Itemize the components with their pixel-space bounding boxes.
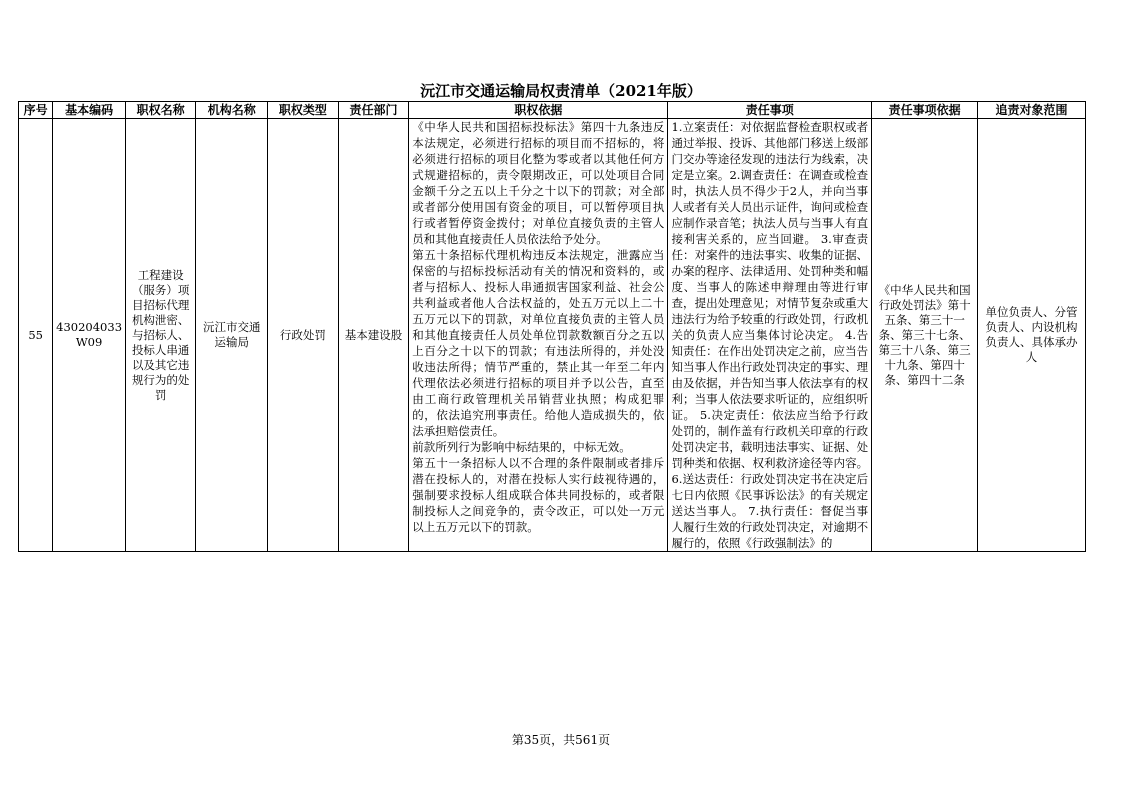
header-duty: 责任事项 xyxy=(668,102,872,119)
header-code: 基本编码 xyxy=(53,102,126,119)
cell-duty-basis: 《中华人民共和国行政处罚法》第十五条、第三十一条、第三十七条、第三十八条、第三十九条、第四十条、第四十二条 xyxy=(872,119,978,552)
table-row xyxy=(19,119,1086,552)
cell-power-name: 工程建设（服务）项目招标代理机构泄密、与招标人、投标人串通以及其它违规行为的处罚 xyxy=(125,119,196,552)
cell-agency: 沅江市交通运输局 xyxy=(196,119,268,552)
basis-paragraph: 第五十条招标代理机构违反本法规定，泄露应当保密的与招标投标活动有关的情况和资料的，或者与招标人、投标人串通损害国家利益、社会公共利益或者他人合法权益的，处五万元以上二十五万元以下的罚款，对单位直接负责的主管人员和其他直接责任人员处单位罚款数额百分之五以上百分之十以下的罚款；有违法所得的，并处没收违法所得；情节严重的，禁止其一年至二年内代理依法必须进行招标的项目并予以公告，直至由工商行政管理机关吊销营业执照；构成犯罪的，依法追究刑事责任。给他人造成损失的，依法承担赔偿责任。 xyxy=(412,248,665,438)
header-agency: 机构名称 xyxy=(196,102,268,119)
page-title: 沅江市交通运输局权责清单（2021年版） xyxy=(420,82,702,100)
cell-index: 55 xyxy=(19,119,53,552)
header-basis: 职权依据 xyxy=(409,102,668,119)
header-index: 序号 xyxy=(19,102,53,119)
basis-paragraph: 《中华人民共和国招标投标法》第四十九条违反本法规定，必须进行招标的项目而不招标的，将必须进行招标的项目化整为零或者以其他任何方式规避招标的，责令限期改正，可以处项目合同金额千分之五以上千分之十以下的罚款；对全部或者部分使用国有资金的项目，可以暂停项目执行或者暂停资金拨付；对单位直接负责的主管人员和其他直接责任人员依法给予处分。 xyxy=(412,120,665,246)
powers-table xyxy=(18,101,1086,552)
page-number: 第35页，共561页 xyxy=(511,733,611,747)
cell-accountability: 单位负责人、分管负责人、内设机构负责人、具体承办人 xyxy=(978,119,1086,552)
header-duty-basis: 责任事项依据 xyxy=(872,102,978,119)
cell-code: 430204033W09 xyxy=(53,119,126,552)
header-row xyxy=(19,102,1086,119)
header-accountability: 追责对象范围 xyxy=(978,102,1086,119)
cell-duty: 1.立案责任：对依据监督检查职权或者通过举报、投诉、其他部门移送上级部门交办等途径发现的违法行为线索，决定是立案。2.调查责任：在调查或检查时，执法人员不得少于2人，并向当事人或者有关人员出示证件，询问或检查应制作录音笔；执法人员与当事人有直接利害关系的，应当回避。 3.审查责任：对案件的违法事实、收集的证据、办案的程序、法律适用、处罚种类和幅度、当事人的陈述申辩理由等进行审查，提出处理意见；对情节复杂或重大违法行为给予较重的行政处罚，行政机关的负责人应当集体讨论决定。 4.告知责任：在作出处罚决定之前，应当告知当事人作出行政处罚决定的事实、理由及依据，并告知当事人依法享有的权利；当事人依法要求听证的，应组织听证。 5.决定责任：依法应当给予行政处罚的，制作盖有行政机关印章的行政处罚决定书，载明违法事实、证据、处罚种类和依据、权利救济途径等内容。 6.送达责任：行政处罚决定书在决定后七日内依照《民事诉讼法》的有关规定送达当事人。 7.执行责任：督促当事人履行生效的行政处罚决定，对逾期不履行的，依照《行政强制法》的 xyxy=(668,119,872,552)
header-department: 责任部门 xyxy=(338,102,409,119)
cell-department: 基本建设股 xyxy=(338,119,409,552)
header-power-name: 职权名称 xyxy=(125,102,196,119)
basis-paragraph: 第五十一条招标人以不合理的条件限制或者排斥潜在投标人的，对潜在投标人实行歧视待遇的，强制要求投标人组成联合体共同投标的，或者限制投标人之间竞争的，责令改正，可以处一万元以上五万元以下的罚款。 xyxy=(412,456,665,534)
header-power-type: 职权类型 xyxy=(268,102,339,119)
basis-paragraph: 前款所列行为影响中标结果的，中标无效。 xyxy=(412,440,631,454)
cell-power-type: 行政处罚 xyxy=(268,119,339,552)
cell-basis xyxy=(409,119,668,552)
